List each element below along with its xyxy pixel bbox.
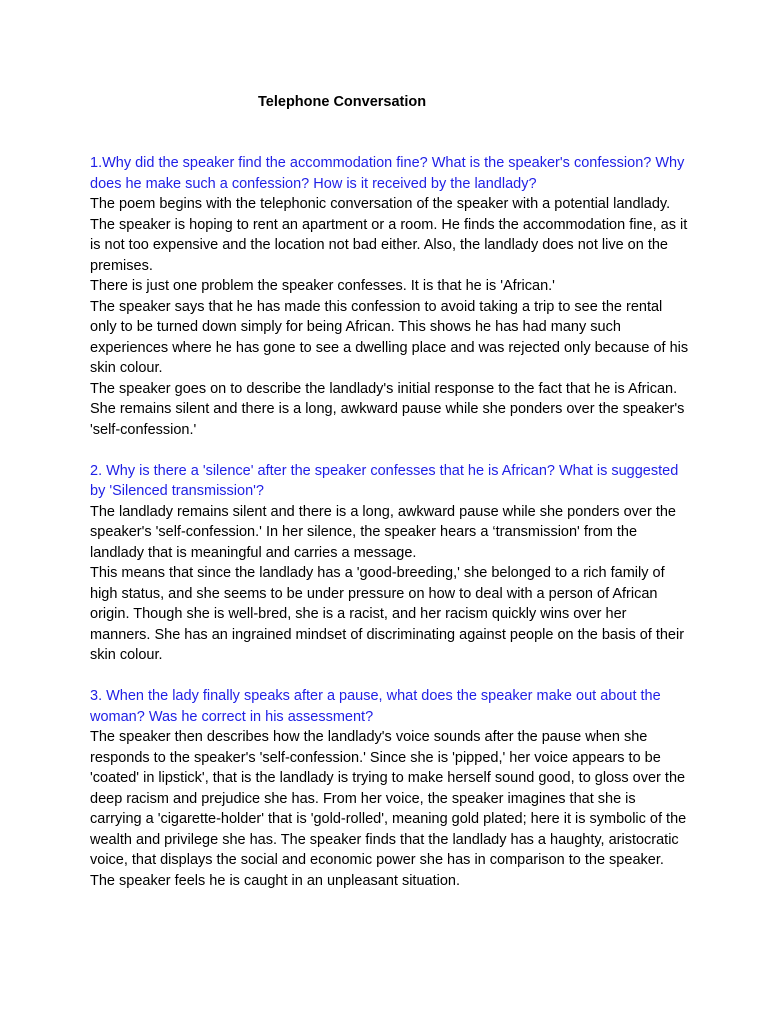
- answer-2-paragraph-1: The landlady remains silent and there is a long, awkward pause while she ponders over the speaker's 'self-confession.' In her silence, the speaker hears a ‘transmission' from the landlady that is meaningful and carries a message.: [90, 503, 676, 561]
- answer-1-paragraph-2: There is just one problem the speaker confesses. It is that he is 'African.': [90, 278, 555, 294]
- question-section-3: [90, 686, 690, 891]
- answer-1-paragraph-1: The poem begins with the telephonic conversation of the speaker with a potential landlady. The speaker is hoping to rent an apartment or a room. He finds the accommodation fine, as it is not too expensive and the location not bad either. Also, the landlady does not live on the premises.: [90, 196, 688, 274]
- document-body: [90, 153, 690, 912]
- question-section-1: [90, 153, 690, 440]
- answer-2-paragraph-2: This means that since the landlady has a 'good-breeding,' she belonged to a rich family of high status, and she seems to be under pressure on how to deal with a person of African origin. Though she is well-bred, she is a racist, and her racism quickly wins over her manners. She has an ingrained mindset of discriminating against people on the basis of their skin colour.: [90, 565, 685, 663]
- question-section-2: [90, 461, 690, 666]
- document-title: Telephone Conversation: [258, 94, 427, 110]
- question-2-text: 2. Why is there a 'silence' after the speaker confesses that he is African? What is suggested by 'Silenced transmission'?: [90, 462, 679, 499]
- question-3-text: 3. When the lady finally speaks after a pause, what does the speaker make out about the woman? Was he correct in his assessment?: [90, 688, 661, 725]
- answer-1-paragraph-3: The speaker says that he has made this confession to avoid taking a trip to see the rental only to be turned down simply for being African. This shows he has had many such experiences where he has gone to see a dwelling place and was rejected only because of his skin colour.: [90, 298, 689, 376]
- question-1-text: 1.Why did the speaker find the accommodation fine? What is the speaker's confession? Why does he make such a confession? How is it received by the landlady?: [90, 155, 685, 192]
- answer-1-paragraph-4: The speaker goes on to describe the landlady's initial response to the fact that he is African. She remains silent and there is a long, awkward pause while she ponders over the speaker's 'self-confession.': [90, 380, 685, 438]
- answer-3-paragraph-1: The speaker then describes how the landlady's voice sounds after the pause when she responds to the speaker's 'self-confession.' Since she is 'pipped,' her voice appears to be 'coated' in lipstick', that is the landlady is trying to make herself sound good, to gloss over the deep racism and prejudice she has. From her voice, the speaker imagines that she is carrying a 'cigarette-holder' that is 'gold-rolled', meaning gold plated; here it is symbolic of the wealth and privilege she has. The speaker finds that the landlady has a haughty, aristocratic voice, that displays the social and economic power she has in comparison to the speaker. The speaker feels he is caught in an unpleasant situation.: [90, 729, 687, 889]
